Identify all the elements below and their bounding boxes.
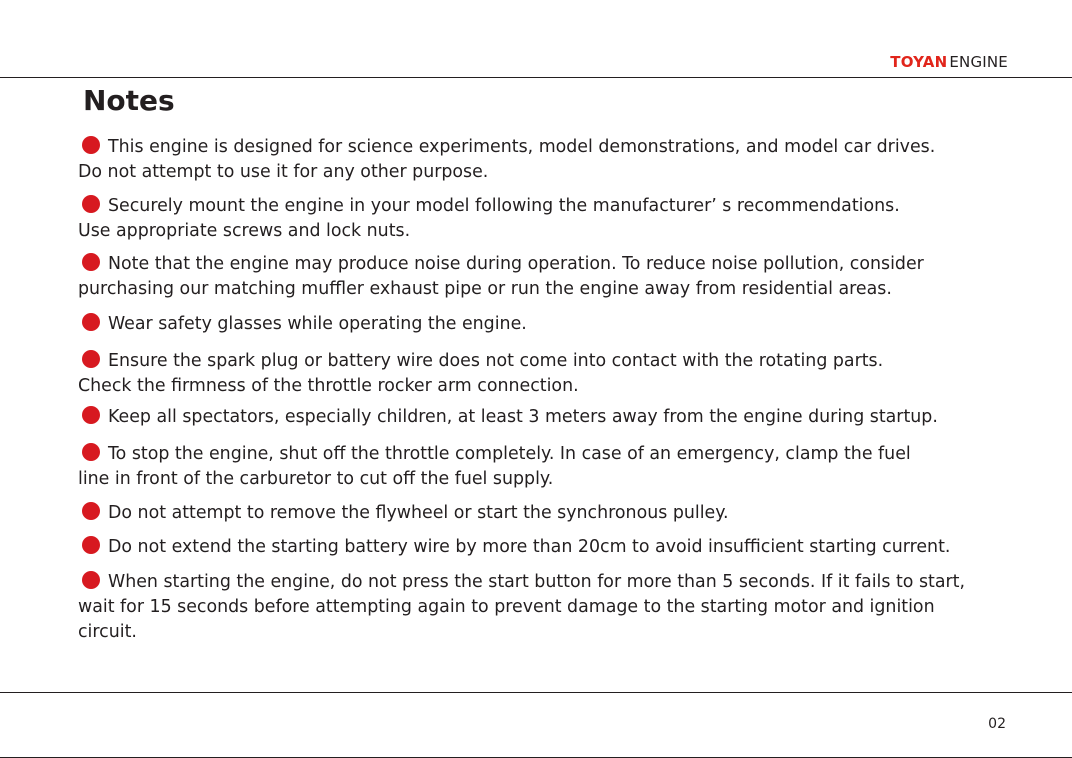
- note-line: [78, 252, 1018, 277]
- note-line: [78, 442, 1018, 467]
- note-line: [78, 501, 1018, 526]
- red-bullet-icon: [82, 571, 100, 589]
- red-bullet-icon: [82, 195, 100, 213]
- note-text: Securely mount the engine in your model following the manufacturer’ s recommendations.: [108, 196, 900, 216]
- page-number: 02: [988, 716, 1006, 732]
- note-line: line in front of the carburetor to cut off the fuel supply.: [78, 469, 554, 489]
- page-title: Notes: [83, 84, 175, 117]
- note-item: [78, 442, 1018, 492]
- note-line: Do not attempt to use it for any other purpose.: [78, 162, 489, 182]
- note-text: To stop the engine, shut off the throttle completely. In case of an emergency, clamp the fuel: [108, 444, 911, 464]
- red-bullet-icon: [82, 253, 100, 271]
- header-divider: [0, 77, 1072, 78]
- note-text: This engine is designed for science experiments, model demonstrations, and model car drives.: [108, 137, 936, 157]
- note-text: Ensure the spark plug or battery wire does not come into contact with the rotating parts.: [108, 351, 884, 371]
- note-text: Do not attempt to remove the flywheel or start the synchronous pulley.: [108, 503, 729, 523]
- note-line: [78, 194, 1018, 219]
- note-text: When starting the engine, do not press the start button for more than 5 seconds. If it fails to start,: [108, 572, 965, 592]
- red-bullet-icon: [82, 350, 100, 368]
- note-item: [78, 501, 1018, 526]
- note-item: [78, 252, 1018, 302]
- note-line: [78, 312, 1018, 337]
- note-item: [78, 405, 1018, 430]
- red-bullet-icon: [82, 136, 100, 154]
- note-text: Keep all spectators, especially children, at least 3 meters away from the engine during startup.: [108, 407, 938, 427]
- note-line: purchasing our matching muffler exhaust pipe or run the engine away from residential areas.: [78, 279, 892, 299]
- note-item: [78, 570, 1018, 645]
- note-item: [78, 135, 1018, 185]
- note-line: Use appropriate screws and lock nuts.: [78, 221, 411, 241]
- red-bullet-icon: [82, 443, 100, 461]
- note-text: Note that the engine may produce noise during operation. To reduce noise pollution, consider: [108, 254, 924, 274]
- note-item: [78, 535, 1018, 560]
- red-bullet-icon: [82, 406, 100, 424]
- note-line: [78, 135, 1018, 160]
- note-line: Check the firmness of the throttle rocker arm connection.: [78, 376, 579, 396]
- brand-name-light: ENGINE: [949, 53, 1008, 71]
- red-bullet-icon: [82, 313, 100, 331]
- red-bullet-icon: [82, 536, 100, 554]
- note-line: [78, 405, 1018, 430]
- footer-divider: [0, 692, 1072, 693]
- red-bullet-icon: [82, 502, 100, 520]
- brand-logo: [890, 53, 1008, 71]
- note-line: [78, 535, 1018, 560]
- note-item: [78, 312, 1018, 337]
- note-item: [78, 194, 1018, 244]
- note-text: Do not extend the starting battery wire by more than 20cm to avoid insufficient starting current.: [108, 537, 951, 557]
- note-line: [78, 570, 1018, 595]
- brand-name-strong: TOYAN: [890, 53, 948, 71]
- note-line: circuit.: [78, 622, 137, 642]
- note-item: [78, 349, 1018, 399]
- note-line: [78, 349, 1018, 374]
- note-text: Wear safety glasses while operating the engine.: [108, 314, 527, 334]
- note-line: wait for 15 seconds before attempting again to prevent damage to the starting motor and ignition: [78, 597, 935, 617]
